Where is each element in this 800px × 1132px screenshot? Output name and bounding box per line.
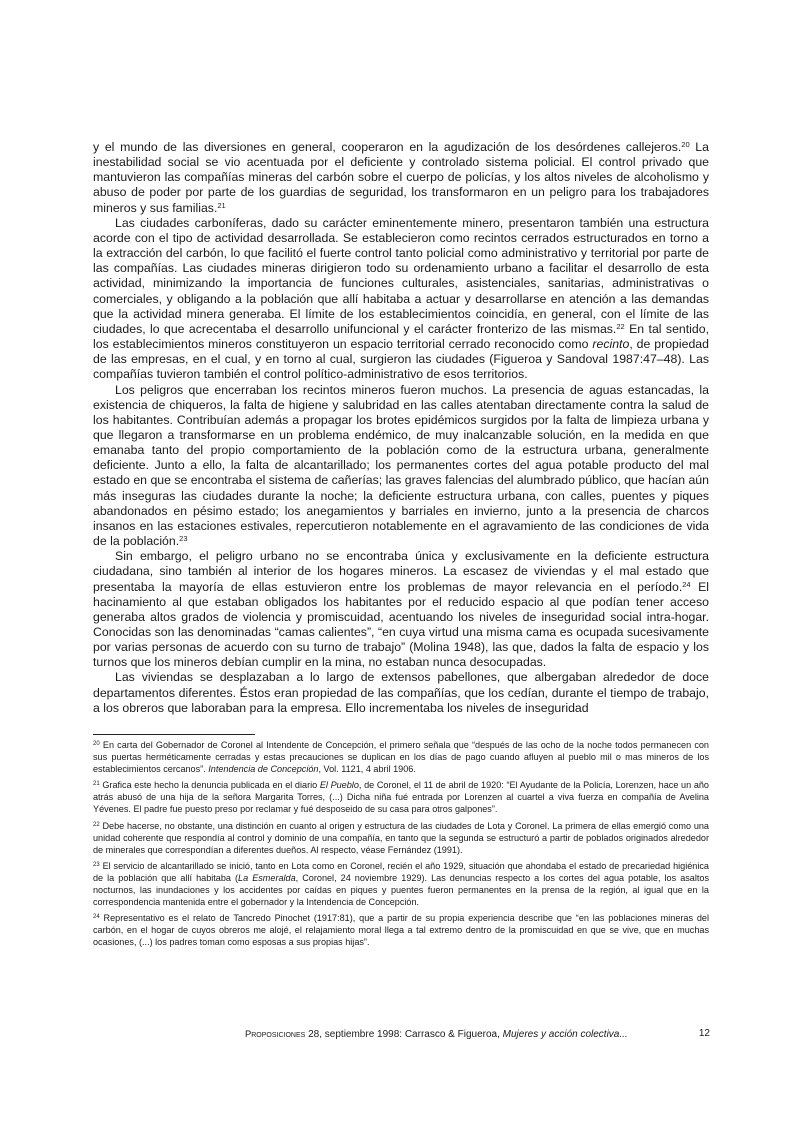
footnote-text: , de Coronel, el 11 de abril de 1920: “El Ayudante de la Policía, Lorenzen, hace un año atrás abusó de una hija de la señora Margarita Torres, (...) Dicha niña fué entrada por Lorenzen al cuartel a viva fuerza en compañía de Avelina Yévenes. El padre fue puesto preso por reclamar y fué desposeido de su casa para otros galpones”.	[93, 780, 709, 815]
footnote-text: En carta del Gobernador de Coronel al Intendente de Concepción, el primero señala que “después de las ocho de la noche todos permanecen con sus puertas herméticamente cerradas y estas precauciones se duplican en los días de pago cuando afluyen al pueblo mil o mas mineros de los establecimientos cercanos”.	[93, 740, 709, 775]
paragraph-text: En tal sentido, los establecimientos mineros constituyeron un espacio territorial cerrado reconocido como	[93, 321, 709, 352]
footnote-text: Grafica este hecho la denuncia publicada en el diario	[99, 780, 320, 791]
page-footer	[245, 1027, 710, 1041]
journal-name: Proposiciones	[245, 1028, 306, 1039]
footnote-ref-20[interactable]: 20	[681, 140, 690, 149]
article-title: Mujeres y acción colectiva...	[502, 1029, 628, 1040]
footnote-text: , Vol. 1121, 4 abril 1906.	[318, 764, 416, 775]
footnote-22	[93, 820, 709, 856]
footnote-number: 20	[93, 741, 100, 747]
footnote-23	[93, 860, 709, 908]
body-text	[93, 140, 709, 716]
footnote-number: 24	[93, 914, 100, 921]
paragraph-text: El hacinamiento al que estaban obligados los habitantes por el reducido espacio al que podían tener acceso generaba altos grados de violencia y promiscuidad, acentuando los niveles de inseguridad social intra-hogar. Conocidas son las denominadas “camas calientes”, “en cuya virtud una misma cama es ocupada sucesivamente por varias personas de acuerdo con su turno de trabajo” (Molina 1948), las que, dados la falta de espacio y los turnos que los mineros debían cumplir en la mina, no estaban nunca desocupadas.	[93, 579, 709, 670]
paragraph-4	[93, 549, 709, 670]
paragraph-text: Sin embargo, el peligro urbano no se encontraba única y exclusivamente en la deficiente estructura ciudadana, sino también al interior de los hogares mineros. La escasez de viviendas y el mal estado que presentaba la mayoría de ellas estuvieron entre los problemas de mayor relevancia en el período.	[93, 549, 709, 594]
footnotes	[93, 739, 709, 953]
footnote-italic: Intendencia de Concepción	[208, 764, 319, 775]
footnote-number: 23	[93, 861, 100, 868]
page-number: 12	[698, 1028, 710, 1039]
paragraph-text: La inestabilidad social se vio acentuada por el deficiente y controlado sistema policial. El control privado que mantuvieron las compañías mineras del carbón sobre el cuerpo de policías, y los altos niveles de alcoholismo y abuso de poder por parte de los guardias de seguridad, los transformaron en un peligro para los trabajadores mineros y sus familias.	[93, 140, 709, 215]
footnote-24	[93, 912, 709, 948]
footnote-ref-24[interactable]: 24	[682, 579, 691, 589]
italic-term: recinto	[592, 337, 630, 352]
footnote-text: Debe hacerse, no obstante, una distinción en cuanto al origen y estructura de las ciudades de Lota y Coronel. La primera de ellas emergió como una unidad coherente que respondía al control y dominio de una compañía, en tanto que la segunda se estructuró a partir de poblados originados alrededor de minerales que correspondían a diferentes dueños. Al respecto, véase Fernández (1991).	[93, 820, 709, 855]
paragraph-text: , de propiedad de las empresas, en el cual, y en torno al cual, surgieron las ciudades (Figueroa y Sandoval 1987:47–48). Las compañías tuvieron también el control político-administrativo de esos territorios.	[93, 337, 709, 382]
paragraph-2	[93, 216, 709, 383]
paragraph-5	[93, 670, 709, 715]
paragraph-text: Las viviendas se desplazaban a lo largo de extensos pabellones, que albergaban alrededor de doce departamentos diferentes. Éstos eran propiedad de las compañías, que los cedían, durante el tiempo de trabajo, a los obreros que laboraban para la empresa. Ello incrementaba los niveles de inseguridad	[93, 670, 709, 715]
paragraph-1	[93, 140, 709, 216]
footnote-number: 21	[93, 781, 100, 788]
footnote-text: Representativo es el relato de Tancredo Pinochet (1917:81), que a partir de su propia experiencia describe que “en las poblaciones mineras del carbón, en el hogar de cuyos obreros me alojé, el relajamiento moral llega a tal extremo dentro de la promiscuidad en que se vive, que en muchas ocasiones, (...) los padres toman como esposas a sus propias hijas”.	[93, 913, 709, 948]
footnote-text: , Coronel, 24 noviembre 1929). Las denuncias respecto a los cortes del agua potable, los asaltos nocturnos, las inundaciones y los accidentes por caídas en piques y puentes fueron permanentes en la prensa de la región, al igual que en la correspondencia mantenida entre el gobernador y la Intendencia de Concepción.	[93, 872, 710, 908]
footnote-ref-23[interactable]: 23	[179, 534, 188, 544]
footnote-number: 22	[93, 821, 100, 828]
footnote-ref-22[interactable]: 22	[616, 321, 625, 331]
footnote-separator	[93, 734, 255, 735]
footnote-italic: El Pueblo	[319, 780, 359, 791]
footer-citation: 28, septiembre 1998: Carrasco & Figueroa,	[305, 1029, 503, 1040]
footnote-20	[93, 739, 709, 775]
footnote-21	[93, 779, 709, 815]
footnote-ref-21[interactable]: 21	[217, 200, 226, 210]
paragraph-3	[93, 383, 709, 550]
paragraph-text: y el mundo de las diversiones en general, cooperaron en la agudización de los desórdenes callejeros.	[93, 140, 682, 154]
footnote-text: El servicio de alcantarillado se inició, tanto en Lota como en Coronel, recién el año 1929, situación que ahondaba el estado de precariedad higiénica de la población que allí habitaba (	[93, 860, 709, 883]
footnote-italic: La Esmeralda	[238, 872, 296, 883]
paragraph-text: Las ciudades carboníferas, dado su carácter eminentemente minero, presentaron también una estructura acorde con el tipo de actividad desarrollada. Se establecieron como recintos cerrados estructurados en torno a la extracción del carbón, lo que facilitó el fuerte control tanto policial como administrativo y territorial por parte de las compañías. Las ciudades mineras dirigieron todo su ordenamiento urbano a facilitar el desarrollo de esta actividad, minimizando la importancia de funciones culturales, asistenciales, sanitarias, administrativas o comerciales, y obligando a la población que allí habitaba a actuar y desarrollarse en atención a las demandas que la actividad minera generaba. El límite de los establecimientos coincidía, en general, con el límite de las ciudades, lo que acrecentaba el desarrollo unifuncional y el carácter fronterizo de las mismas.	[93, 215, 709, 336]
paragraph-text: Los peligros que encerraban los recintos mineros fueron muchos. La presencia de aguas estancadas, la existencia de chiqueros, la falta de higiene y salubridad en las calles atentaban directamente contra la salud de los habitantes. Contribuían además a propagar los brotes epidémicos surgidos por la falta de limpieza urbana y que llegaron a transformarse en un problema endémico, de muy inalcanzable solución, en la medida en que emanaba tanto del propio comportamiento de la población como de la estructura urbana, generalmente deficiente. Junto a ello, la falta de alcantarillado; los permanentes cortes del agua potable producto del mal estado en que se encontraba el sistema de cañerías; las graves falencias del alumbrado público, que hacían aún más inseguras las ciudades durante la noche; la deficiente estructura urbana, con calles, puentes y piques abandonados en pésimo estado; los anegamientos y barriales en invierno, junto a la presencia de charcos insanos en las estaciones estivales, repercutieron notablemente en el agravamiento de las condiciones de vida de la población.	[93, 382, 709, 549]
